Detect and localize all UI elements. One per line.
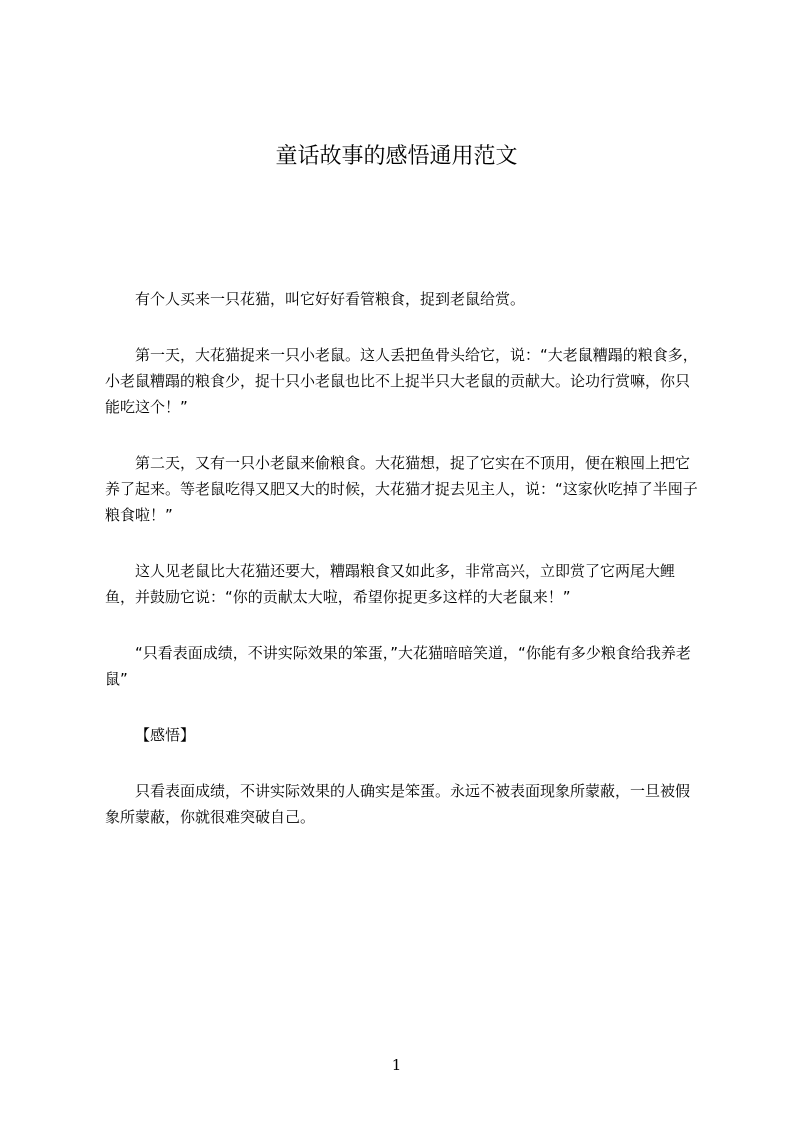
document-body (105, 286, 703, 830)
document-title: 童话故事的感悟通用范文 (275, 144, 518, 169)
page-number: 1 (391, 1056, 402, 1074)
paragraph: 第二天，又有一只小老鼠来偷粮食。大花猫想，捉了它实在不顶用，便在粮囤上把它养了起来。等老鼠吃得又肥又大的时候，大花猫才捉去见主人，说：“这家伙吃掉了半囤子粮食啦！” (105, 454, 698, 524)
paragraph: 只看表面成绩，不讲实际效果的人确实是笨蛋。永远不被表面现象所蒙蔽，一旦被假象所蒙蔽，你就很难突破自己。 (105, 782, 691, 826)
paragraph: 第一天，大花猫捉来一只小老鼠。这人丢把鱼骨头给它，说：“大老鼠糟蹋的粮食多，小老鼠糟蹋的粮食少，捉十只小老鼠也比不上捉半只大老鼠的贡献大。论功行赏嘛，你只能吃这个！” (105, 346, 698, 416)
section-heading: 【感悟】 (135, 726, 196, 744)
paragraph: 这人见老鼠比大花猫还要大，糟蹋粮食又如此多，非常高兴，立即赏了它两尾大鲤鱼，并鼓励它说：“你的贡献太大啦，希望你捉更多这样的大老鼠来！” (105, 562, 676, 606)
paragraph: “只看表面成绩，不讲实际效果的笨蛋，”大花猫暗暗笑道，“你能有多少粮食给我养老鼠” (105, 644, 691, 688)
paragraph: 有个人买来一只花猫，叫它好好看管粮食，捉到老鼠给赏。 (135, 290, 526, 308)
